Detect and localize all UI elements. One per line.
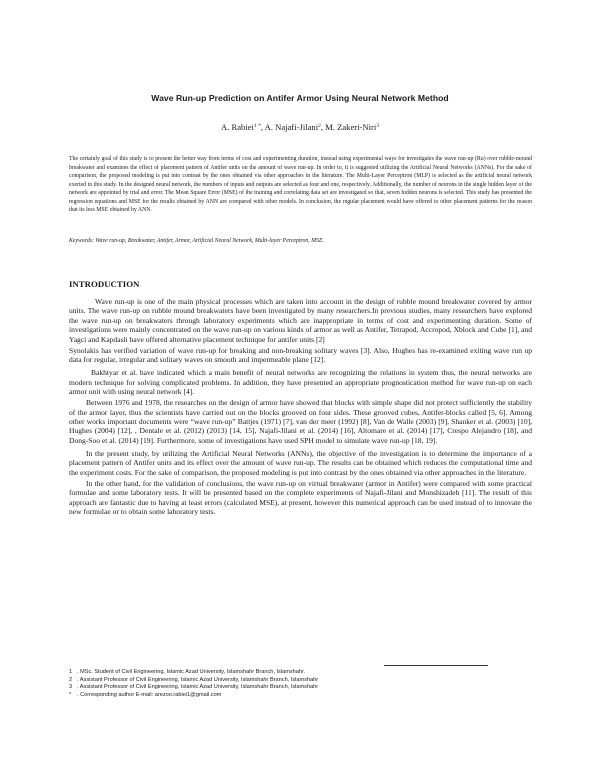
author-name: A. Najafi-Jilani bbox=[264, 122, 319, 132]
body-paragraph: In the other hand, for the validation of conclusions, the wave run-up on virtual breakwater (armor in Antifer) were compared with some practical formulae and some laboratory tests. It will be presented based on the complete experiments of Najafi-Jilani and Monshizadeh [11]. The result of this approach are fantastic due to having at least errors (calculated MSE), at present, however this numerical approach can be used instead of to innovate the new formulae or to obtain some laboratory tests. bbox=[69, 478, 532, 517]
footnote: 2 . Assistant Professor of Civil Engineering, Islamic Azad University, Islamshahr Branch, Islamshahr bbox=[69, 676, 319, 683]
footnote-mark: 3 bbox=[69, 684, 73, 691]
introduction-body bbox=[69, 297, 532, 518]
abstract: The certainly goal of this study is to present the better way from terms of cost and experimenting duration, instead using experimental ways for investigates the wave run-up (Ru) over rubble-mound breakwater and examines the effect of placement pattern of Antifer units on the amount of wave run-up. In order to, it is suggested utilizing the Artificial Neural Networks (ANNs). For the sake of comparison, the proposed modeling is put into contrast by the ones obtained via other approaches in the literature. The Multi-Layer Perceptron (MLP) is selected as the artificial neural network exerted in this study. In the designed neural network, the numbers of inputs and outputs are selected as four and one, respectively. Additionally, the number of neurons in the single hidden layer of the network are appointed by trial and error. The Mean Square Error (MSE) of the training and correlating data set are investigated so that, seven hidden neurons is selected. This study has presented the regression equations and MSE for the results obtained by ANN are compared with other models. In conclusion, the regular placement would have offered to other placement patterns for the reason that its less MSE obtained by ANN. bbox=[69, 156, 532, 214]
author-name: A. Rabiei bbox=[221, 122, 254, 132]
footnote: 3 . Assistant Professor of Civil Engineering, Islamic Azad University, Islamshahr Branch, Islamshahr bbox=[69, 684, 319, 691]
author-line: A. Rabiei$^{1 *}$, A. Najafi-Jilani$^2$, M. Zakeri-Niri$^3$ bbox=[221, 122, 379, 132]
author-name: M. Zakeri-Niri bbox=[325, 122, 377, 132]
body-paragraph: Bakhtyar et al. have indicated which a main benefit of neural networks are recognizing the relations in system thus, the neural networks are modern technique for solving complicated problems. In addition, they have presented an appropriate prognostication method for wave run-up on each armor unit with using neural network [4]. bbox=[69, 368, 532, 397]
paper-title: Wave Run-up Prediction on Antifer Armor Using Neural Network Method bbox=[151, 93, 449, 103]
footnote-mark: 2 bbox=[69, 676, 73, 683]
footnote-mark: 1 bbox=[69, 669, 73, 675]
footnote-mark: * bbox=[69, 691, 72, 698]
author-affiliation-mark: 2 bbox=[318, 123, 321, 129]
footnote: 1 . MSc. Student of Civil Engineering, Islamic Azad University, Islamshahr Branch, Islamshahr. bbox=[69, 669, 306, 675]
keywords: Keywords: Wave run-up, Breakwater, Antifer, Armor, Artificial Neural Network, Multi-layer Perceptron, MSE. bbox=[69, 238, 324, 244]
body-paragraph: Between 1976 and 1978, the researches on the design of armor have showed that blocks with simple shape did not protect sufficiently the stability of the armor layer, thus the scientists have carried out on the blocks grooved on four sides. These grooved cubes, Antifer-blocks called [5, 6]. Among other works important documents were “wave run-up” Battjes (1971) [7], van der meer (1992) [8], Van de Walle (2003) [9], Shanker et al. (2003) [10], Hughes (2004) [12], , Dentale et al. (2012) (2013) [14, 15], Najafi-Jilani et al. (2014) [16], Altomare et al. (2014) [17], Crespo Alejandro [18], and Dong-Soo et al. (2014) [19]. Furthermore, some of investigations have used SPH model to simulate wave run-up [18, 19]. bbox=[69, 398, 532, 445]
author-affiliation-mark: 3 bbox=[376, 123, 379, 129]
body-paragraph: Wave run-up is one of the main physical processes which are taken into account in the design of rubble mound breakwater covered by armor units. The wave run-up on rubble mound breakwaters have been investigated by many researchers.In previous studies, many researchers have explored the wave run-up on breakwaters through laboratory experiments which are inappropriate in terms of cost and experimenting duration. Some of investigations were mainly concentrated on the wave run-up on various kinds of armor as well as Antifer, Tetrapod, Accropod, Xblock and Cube [1], and Yagci and Kapdasli have offered alternative placement technique for antifer units [2] bbox=[69, 297, 532, 344]
body-paragraph: Synolakis has verified variation of wave run-up for breaking and non-breaking solitary waves [3]. Also, Hughes has re-examined exiting wave run up data for regular, irregular and solitary waves on smooth and impermeable plane [12]. bbox=[69, 345, 532, 365]
body-paragraph: In the present study, by utilizing the Artificial Neural Networks (ANNs), the objective of the investigation is to determine the importance of a placement pattern of Antifer units and its effect over the amount of wave run-up. The results can be obtained which reduces the computational time and the experiment costs. For the sake of comparison, the proposed modeling is put into contrast by the ones obtained via other approaches in the literature. bbox=[69, 448, 532, 477]
footnote: * . Corresponding author E-mail: arezoo.rabiei1@gmail.com bbox=[69, 691, 222, 698]
footnotes bbox=[69, 669, 509, 699]
footnote-divider bbox=[384, 665, 488, 666]
section-heading-introduction: INTRODUCTION bbox=[69, 279, 140, 289]
author-affiliation-mark: 1 * bbox=[253, 123, 261, 129]
